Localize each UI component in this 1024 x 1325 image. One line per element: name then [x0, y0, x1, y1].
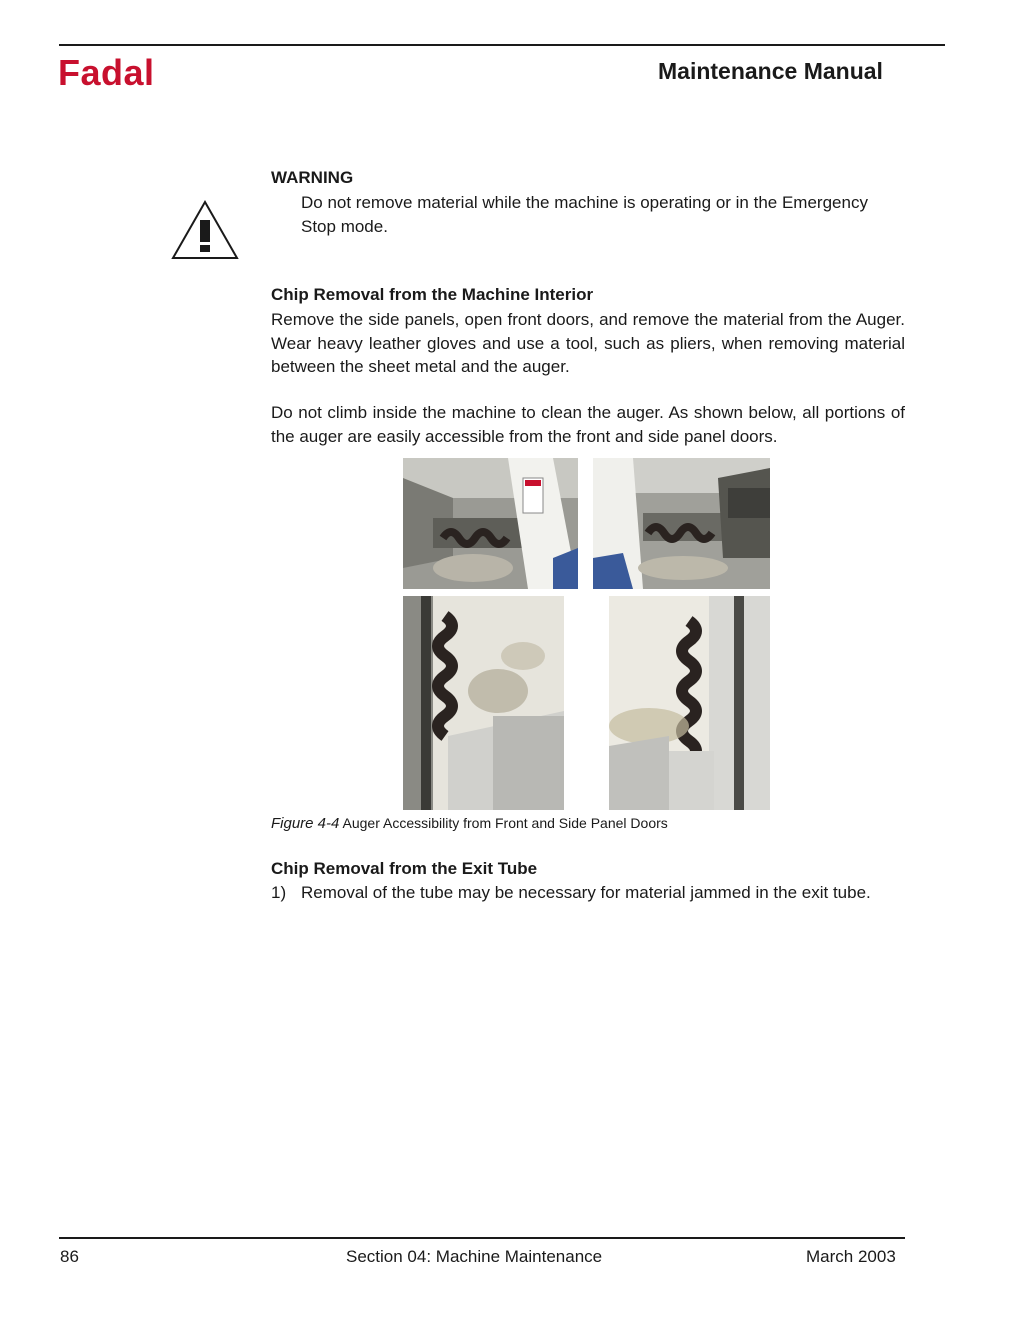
list-item-number: 1): [271, 883, 287, 902]
warning-heading: WARNING: [271, 168, 354, 187]
footer-date: March 2003: [806, 1247, 896, 1266]
photo-front-right: [593, 458, 770, 589]
manual-title: Maintenance Manual: [658, 58, 883, 84]
paragraph-remove-panels: Remove the side panels, open front doors, and remove the material from the Auger. Wear heavy leather gloves and use a tool, such as pliers, when removing material between the sheet metal and the auger.: [271, 310, 905, 376]
warning-triangle-icon: [171, 200, 239, 260]
figure-caption-text: Auger Accessibility from Front and Side Panel Doors: [342, 815, 668, 831]
paragraph-do-not-climb: Do not climb inside the machine to clean the auger. As shown below, all portions of the auger are easily accessible from the front and side panel doors.: [271, 403, 905, 446]
figure-label: Figure 4-4: [271, 815, 340, 832]
list-item: [271, 881, 905, 905]
list-item-text: Removal of the tube may be necessary for material jammed in the exit tube.: [301, 883, 871, 902]
header-rule: [59, 44, 945, 46]
footer-section: Section 04: Machine Maintenance: [346, 1247, 603, 1266]
figure-caption: [271, 815, 668, 832]
section-heading-exit-tube: Chip Removal from the Exit Tube: [271, 859, 538, 878]
photo-side-right: [609, 596, 770, 810]
photo-front-left: [403, 458, 578, 589]
warning-text: Do not remove material while the machine is operating or in the Emergency Stop mode.: [301, 193, 868, 236]
section-heading-interior: Chip Removal from the Machine Interior: [271, 285, 594, 304]
page-number: 86: [60, 1247, 79, 1266]
photo-side-left: [403, 596, 564, 810]
footer-rule: [59, 1237, 905, 1239]
fadal-logo: Fadal: [58, 52, 155, 93]
